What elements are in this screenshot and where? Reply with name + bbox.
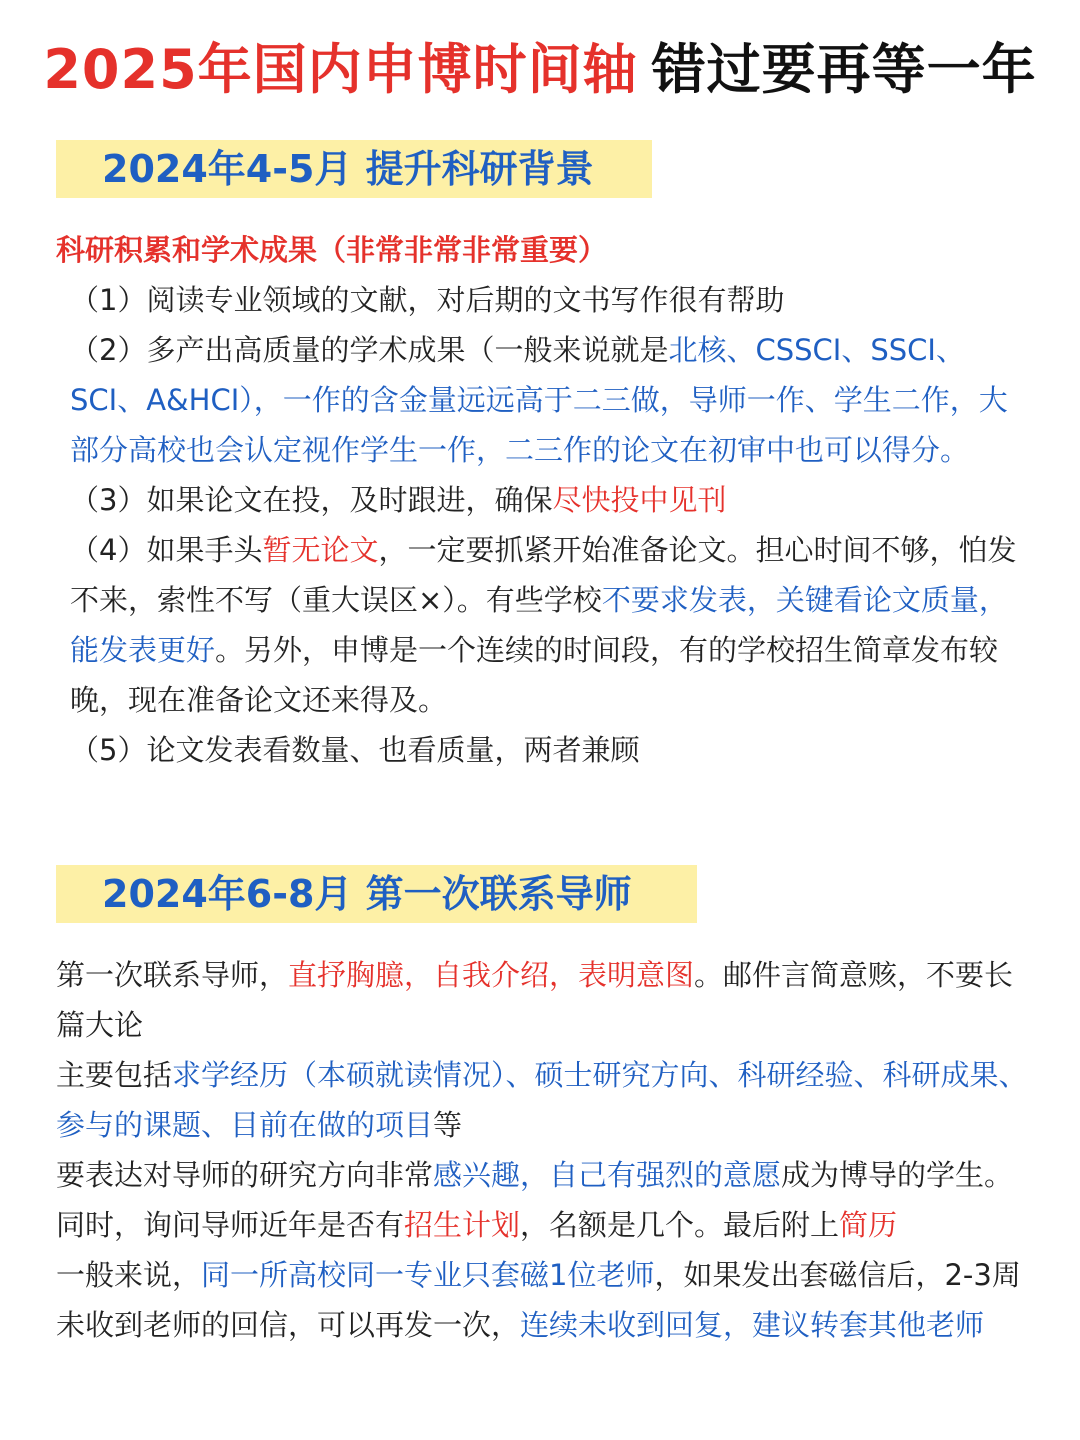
list-item-4-text-b: ，一定要抓紧开始准备论文。担心时间不够，怕发不来，索性不写（重大误区×）。有些学校 bbox=[70, 533, 1017, 617]
list-item-1: （1）阅读专业领域的文献，对后期的文书写作很有帮助 bbox=[70, 283, 785, 317]
paragraph-3-text-b: 成为博导的学生。同时，询问导师近年是否有 bbox=[56, 1158, 1014, 1242]
paragraph-1-text-a: 第一次联系导师， bbox=[56, 958, 289, 992]
paragraph-3-highlight-red-1: 招生计划 bbox=[404, 1208, 521, 1242]
paragraph-4-text-b: ，如果发出套磁信后，2-3周未收到老师的回信，可以再发一次， bbox=[56, 1258, 1021, 1342]
subheading-research: 科研积累和学术成果（非常非常非常重要） bbox=[56, 233, 608, 267]
section-body-research bbox=[56, 225, 1031, 775]
paragraph-4-highlight-2: 连续未收到回复，建议转套其他老师 bbox=[520, 1308, 985, 1342]
list-item-2-highlight: 北核、CSSCI、SSCI、SCI、A&HCI），一作的含金量远远高于二三做，导师一作、学生二作，大部分高校也会认定视作学生一作，二三作的论文在初审中也可以得分。 bbox=[70, 333, 1008, 467]
paragraph-2-text-b: 等 bbox=[433, 1108, 463, 1142]
paragraph-2-highlight: 求学经历（本硕就读情况）、硕士研究方向、科研经验、科研成果、参与的课题、目前在做的项目 bbox=[56, 1058, 1028, 1142]
list-item-2-text: （2）多产出高质量的学术成果（一般来说就是 bbox=[70, 333, 669, 367]
list-item-5: （5）论文发表看数量、也看质量，两者兼顾 bbox=[70, 733, 640, 767]
paragraph-3 bbox=[56, 1150, 1031, 1250]
list-item-3-text: （3）如果论文在投，及时跟进，确保 bbox=[70, 483, 553, 517]
paragraph-2-text-a: 主要包括 bbox=[56, 1058, 173, 1092]
list-item-4 bbox=[56, 525, 1031, 725]
paragraph-1-text-b: 。邮件言简意赅，不要长篇大论 bbox=[56, 958, 1014, 1042]
page-title bbox=[0, 30, 1080, 110]
paragraph-3-highlight-blue: 感兴趣，自己有强烈的意愿 bbox=[433, 1158, 782, 1192]
list-item-4-text-a: （4）如果手头 bbox=[70, 533, 263, 567]
paragraph-4-highlight-1: 同一所高校同一专业只套磁1位老师 bbox=[201, 1258, 655, 1292]
paragraph-4 bbox=[56, 1250, 1031, 1350]
title-red-part: 2025年国内申博时间轴 bbox=[43, 38, 638, 101]
list-item-2 bbox=[56, 325, 1031, 475]
paragraph-1-highlight: 直抒胸臆，自我介绍，表明意图 bbox=[288, 958, 695, 992]
paragraph-2 bbox=[56, 1050, 1031, 1150]
list-item-4-highlight-red: 暂无论文 bbox=[262, 533, 379, 567]
list-item-3 bbox=[56, 475, 1031, 525]
section-body-contact bbox=[56, 950, 1031, 1350]
paragraph-3-text-c: ，名额是几个。最后附上 bbox=[520, 1208, 840, 1242]
paragraph-3-text-a: 要表达对导师的研究方向非常 bbox=[56, 1158, 434, 1192]
section-heading-research: 2024年4-5月 提升科研背景 bbox=[56, 140, 652, 198]
list-item-3-highlight: 尽快投中见刊 bbox=[552, 483, 727, 517]
paragraph-3-highlight-red-2: 简历 bbox=[839, 1208, 898, 1242]
title-black-part: 错过要再等一年 bbox=[651, 38, 1037, 101]
list-item-4-highlight-blue: 不要求发表，关键看论文质量，能发表更好 bbox=[70, 583, 1008, 667]
list-item-4-text-c: 。另外，申博是一个连续的时间段，有的学校招生简章发布较晚，现在准备论文还来得及。 bbox=[70, 633, 999, 717]
section-heading-contact: 2024年6-8月 第一次联系导师 bbox=[56, 865, 697, 923]
paragraph-4-text-a: 一般来说， bbox=[56, 1258, 202, 1292]
paragraph-1 bbox=[56, 950, 1031, 1050]
